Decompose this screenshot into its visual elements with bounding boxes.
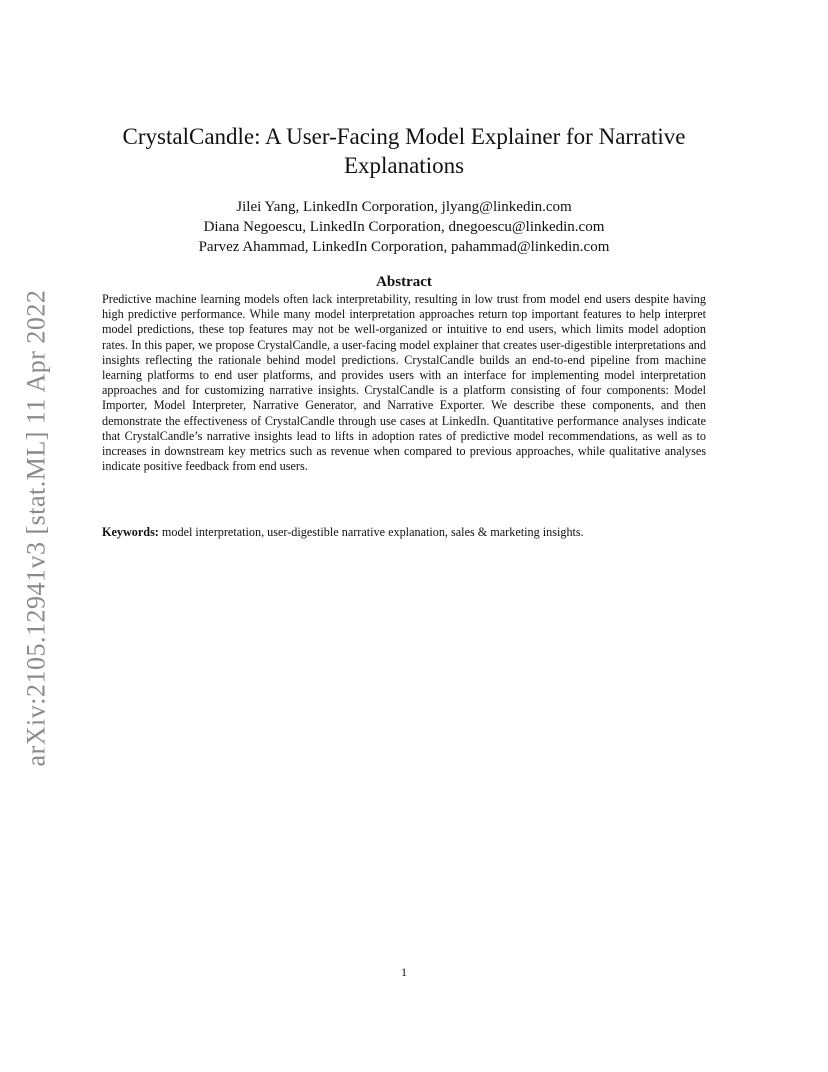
abstract-heading: Abstract xyxy=(376,274,432,290)
author-list xyxy=(100,197,708,257)
author-line: Parvez Ahammad, LinkedIn Corporation, pahammad@linkedin.com xyxy=(198,239,610,255)
keywords-label: Keywords: xyxy=(102,525,159,539)
arxiv-sidebar-stamp xyxy=(20,280,52,775)
author-line: Jilei Yang, LinkedIn Corporation, jlyang@linkedin.com xyxy=(236,199,572,215)
paper-title: CrystalCandle: A User-Facing Model Explainer for Narrative Explanations xyxy=(122,124,686,178)
page-number: 1 xyxy=(401,965,407,979)
keywords-line xyxy=(102,525,706,540)
author-line: Diana Negoescu, LinkedIn Corporation, dnegoescu@linkedin.com xyxy=(203,219,605,235)
abstract-text: Predictive machine learning models often lack interpretability, resulting in low trust from model end users despite having high predictive performance. While many model interpretation approaches return top important features to help interpret model predictions, these top features may not be well-organized or intuitive to end users, which limits model adoption rates. In this paper, we propose CrystalCandle, a user-facing model explainer that creates user-digestible interpretations and insights reflecting the rationale behind model predictions. CrystalCandle builds an end-to-end pipeline from machine learning platforms to end user platforms, and provides users with an interface for implementing model interpretation approaches and for customizing narrative insights. CrystalCandle is a platform consisting of four components: Model Importer, Model Interpreter, Narrative Generator, and Narrative Exporter. We describe these components, and then demonstrate the effectiveness of CrystalCandle through use cases at LinkedIn. Quantitative performance analyses indicate that CrystalCandle’s narrative insights lead to lifts in adoption rates of predictive model recommendations, as well as to increases in downstream key metrics such as revenue when compared to previous approaches, while qualitative analyses indicate positive feedback from end users. xyxy=(102,292,706,474)
arxiv-identifier: arXiv:2105.12941v3 [stat.ML] 11 Apr 2022 xyxy=(21,289,51,766)
keywords-text: model interpretation, user-digestible narrative explanation, sales & marketing insights. xyxy=(161,525,584,539)
